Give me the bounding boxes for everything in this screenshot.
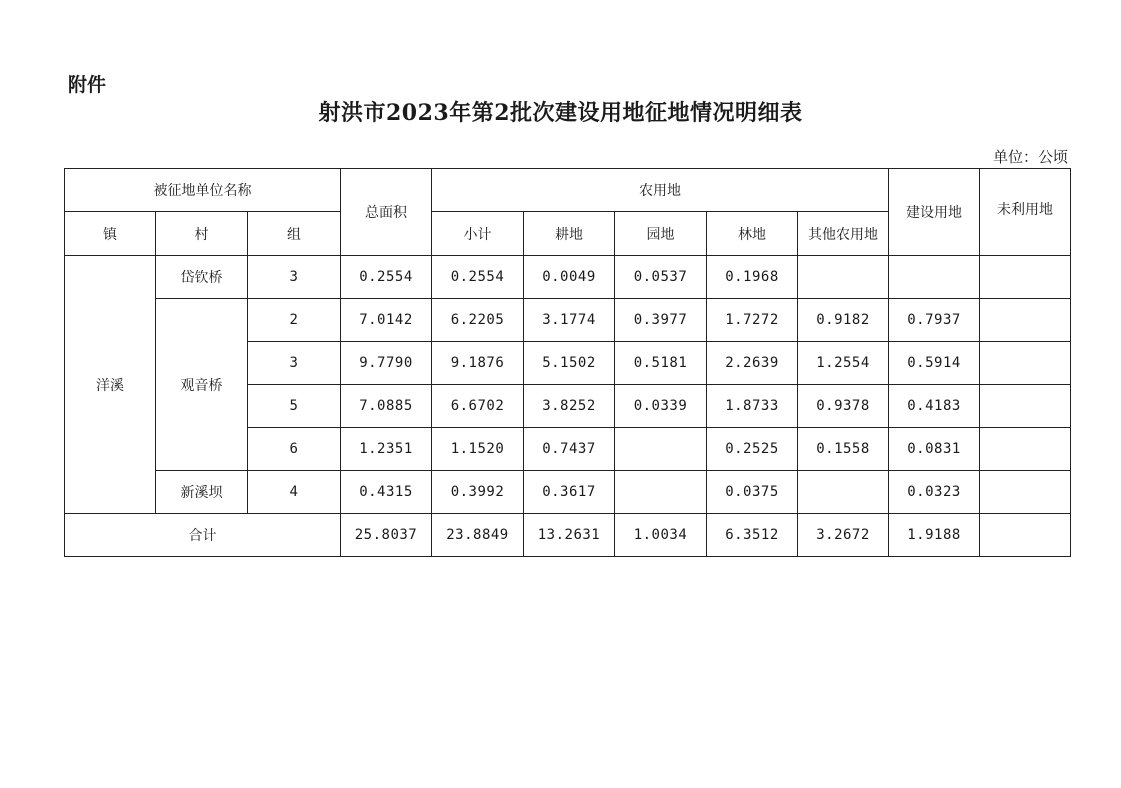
other-agri-cell: 0.9182 xyxy=(798,299,889,342)
forest-cell: 6.3512 xyxy=(707,514,798,557)
construction-cell: 0.7937 xyxy=(889,299,980,342)
header-garden: 园地 xyxy=(615,212,707,256)
village-cell: 新溪坝 xyxy=(156,471,248,514)
construction-cell: 0.4183 xyxy=(889,385,980,428)
forest-cell: 1.7272 xyxy=(707,299,798,342)
other-agri-cell: 0.1558 xyxy=(798,428,889,471)
garden-cell: 0.0537 xyxy=(615,256,707,299)
header-other-agri: 其他农用地 xyxy=(798,212,889,256)
unused-cell xyxy=(980,471,1071,514)
total-row xyxy=(65,514,1071,557)
unused-cell xyxy=(980,385,1071,428)
header-unused-land: 未利用地 xyxy=(980,169,1071,256)
header-town: 镇 xyxy=(65,212,156,256)
arable-cell: 13.2631 xyxy=(524,514,615,557)
garden-cell: 0.0339 xyxy=(615,385,707,428)
forest-cell: 2.2639 xyxy=(707,342,798,385)
unused-cell xyxy=(980,256,1071,299)
subtotal-cell: 0.3992 xyxy=(432,471,524,514)
unused-cell xyxy=(980,514,1071,557)
group-cell: 3 xyxy=(248,342,341,385)
garden-cell: 0.5181 xyxy=(615,342,707,385)
group-cell: 5 xyxy=(248,385,341,428)
other-agri-cell xyxy=(798,256,889,299)
unused-cell xyxy=(980,428,1071,471)
header-construction-land: 建设用地 xyxy=(889,169,980,256)
arable-cell: 0.3617 xyxy=(524,471,615,514)
group-cell: 2 xyxy=(248,299,341,342)
header-village: 村 xyxy=(156,212,248,256)
other-agri-cell xyxy=(798,471,889,514)
village-cell: 观音桥 xyxy=(156,299,248,471)
total-cell: 7.0885 xyxy=(341,385,432,428)
header-total-area: 总面积 xyxy=(341,169,432,256)
town-cell: 洋溪 xyxy=(65,256,156,514)
forest-cell: 0.2525 xyxy=(707,428,798,471)
header-forest: 林地 xyxy=(707,212,798,256)
table-row xyxy=(65,256,1071,299)
page-title: 射洪市2023年第2批次建设用地征地情况明细表 xyxy=(318,100,803,126)
unused-cell xyxy=(980,299,1071,342)
arable-cell: 3.8252 xyxy=(524,385,615,428)
garden-cell xyxy=(615,428,707,471)
construction-cell xyxy=(889,256,980,299)
other-agri-cell: 1.2554 xyxy=(798,342,889,385)
forest-cell: 1.8733 xyxy=(707,385,798,428)
table-row xyxy=(65,299,1071,342)
header-subtotal: 小计 xyxy=(432,212,524,256)
garden-cell xyxy=(615,471,707,514)
unused-cell xyxy=(980,342,1071,385)
forest-cell: 0.1968 xyxy=(707,256,798,299)
subtotal-cell: 1.1520 xyxy=(432,428,524,471)
group-cell: 3 xyxy=(248,256,341,299)
group-cell: 4 xyxy=(248,471,341,514)
total-label: 合计 xyxy=(65,514,341,557)
other-agri-cell: 3.2672 xyxy=(798,514,889,557)
village-cell: 岱钦桥 xyxy=(156,256,248,299)
subtotal-cell: 6.6702 xyxy=(432,385,524,428)
header-agricultural-land: 农用地 xyxy=(432,169,889,212)
group-cell: 6 xyxy=(248,428,341,471)
arable-cell: 0.7437 xyxy=(524,428,615,471)
forest-cell: 0.0375 xyxy=(707,471,798,514)
total-cell: 9.7790 xyxy=(341,342,432,385)
header-row-1 xyxy=(65,169,1071,212)
total-cell: 25.8037 xyxy=(341,514,432,557)
garden-cell: 1.0034 xyxy=(615,514,707,557)
unit-label: 单位：公顷 xyxy=(992,148,1068,166)
subtotal-cell: 6.2205 xyxy=(432,299,524,342)
subtotal-cell: 9.1876 xyxy=(432,342,524,385)
attachment-label: 附件 xyxy=(68,74,107,96)
arable-cell: 3.1774 xyxy=(524,299,615,342)
total-cell: 0.2554 xyxy=(341,256,432,299)
construction-cell: 1.9188 xyxy=(889,514,980,557)
total-cell: 7.0142 xyxy=(341,299,432,342)
garden-cell: 0.3977 xyxy=(615,299,707,342)
header-unit-name: 被征地单位名称 xyxy=(65,169,341,212)
construction-cell: 0.0831 xyxy=(889,428,980,471)
construction-cell: 0.5914 xyxy=(889,342,980,385)
header-group: 组 xyxy=(248,212,341,256)
land-acquisition-table xyxy=(64,168,1071,557)
arable-cell: 5.1502 xyxy=(524,342,615,385)
construction-cell: 0.0323 xyxy=(889,471,980,514)
table-row xyxy=(65,471,1071,514)
other-agri-cell: 0.9378 xyxy=(798,385,889,428)
header-arable: 耕地 xyxy=(524,212,615,256)
total-cell: 0.4315 xyxy=(341,471,432,514)
arable-cell: 0.0049 xyxy=(524,256,615,299)
subtotal-cell: 23.8849 xyxy=(432,514,524,557)
total-cell: 1.2351 xyxy=(341,428,432,471)
subtotal-cell: 0.2554 xyxy=(432,256,524,299)
